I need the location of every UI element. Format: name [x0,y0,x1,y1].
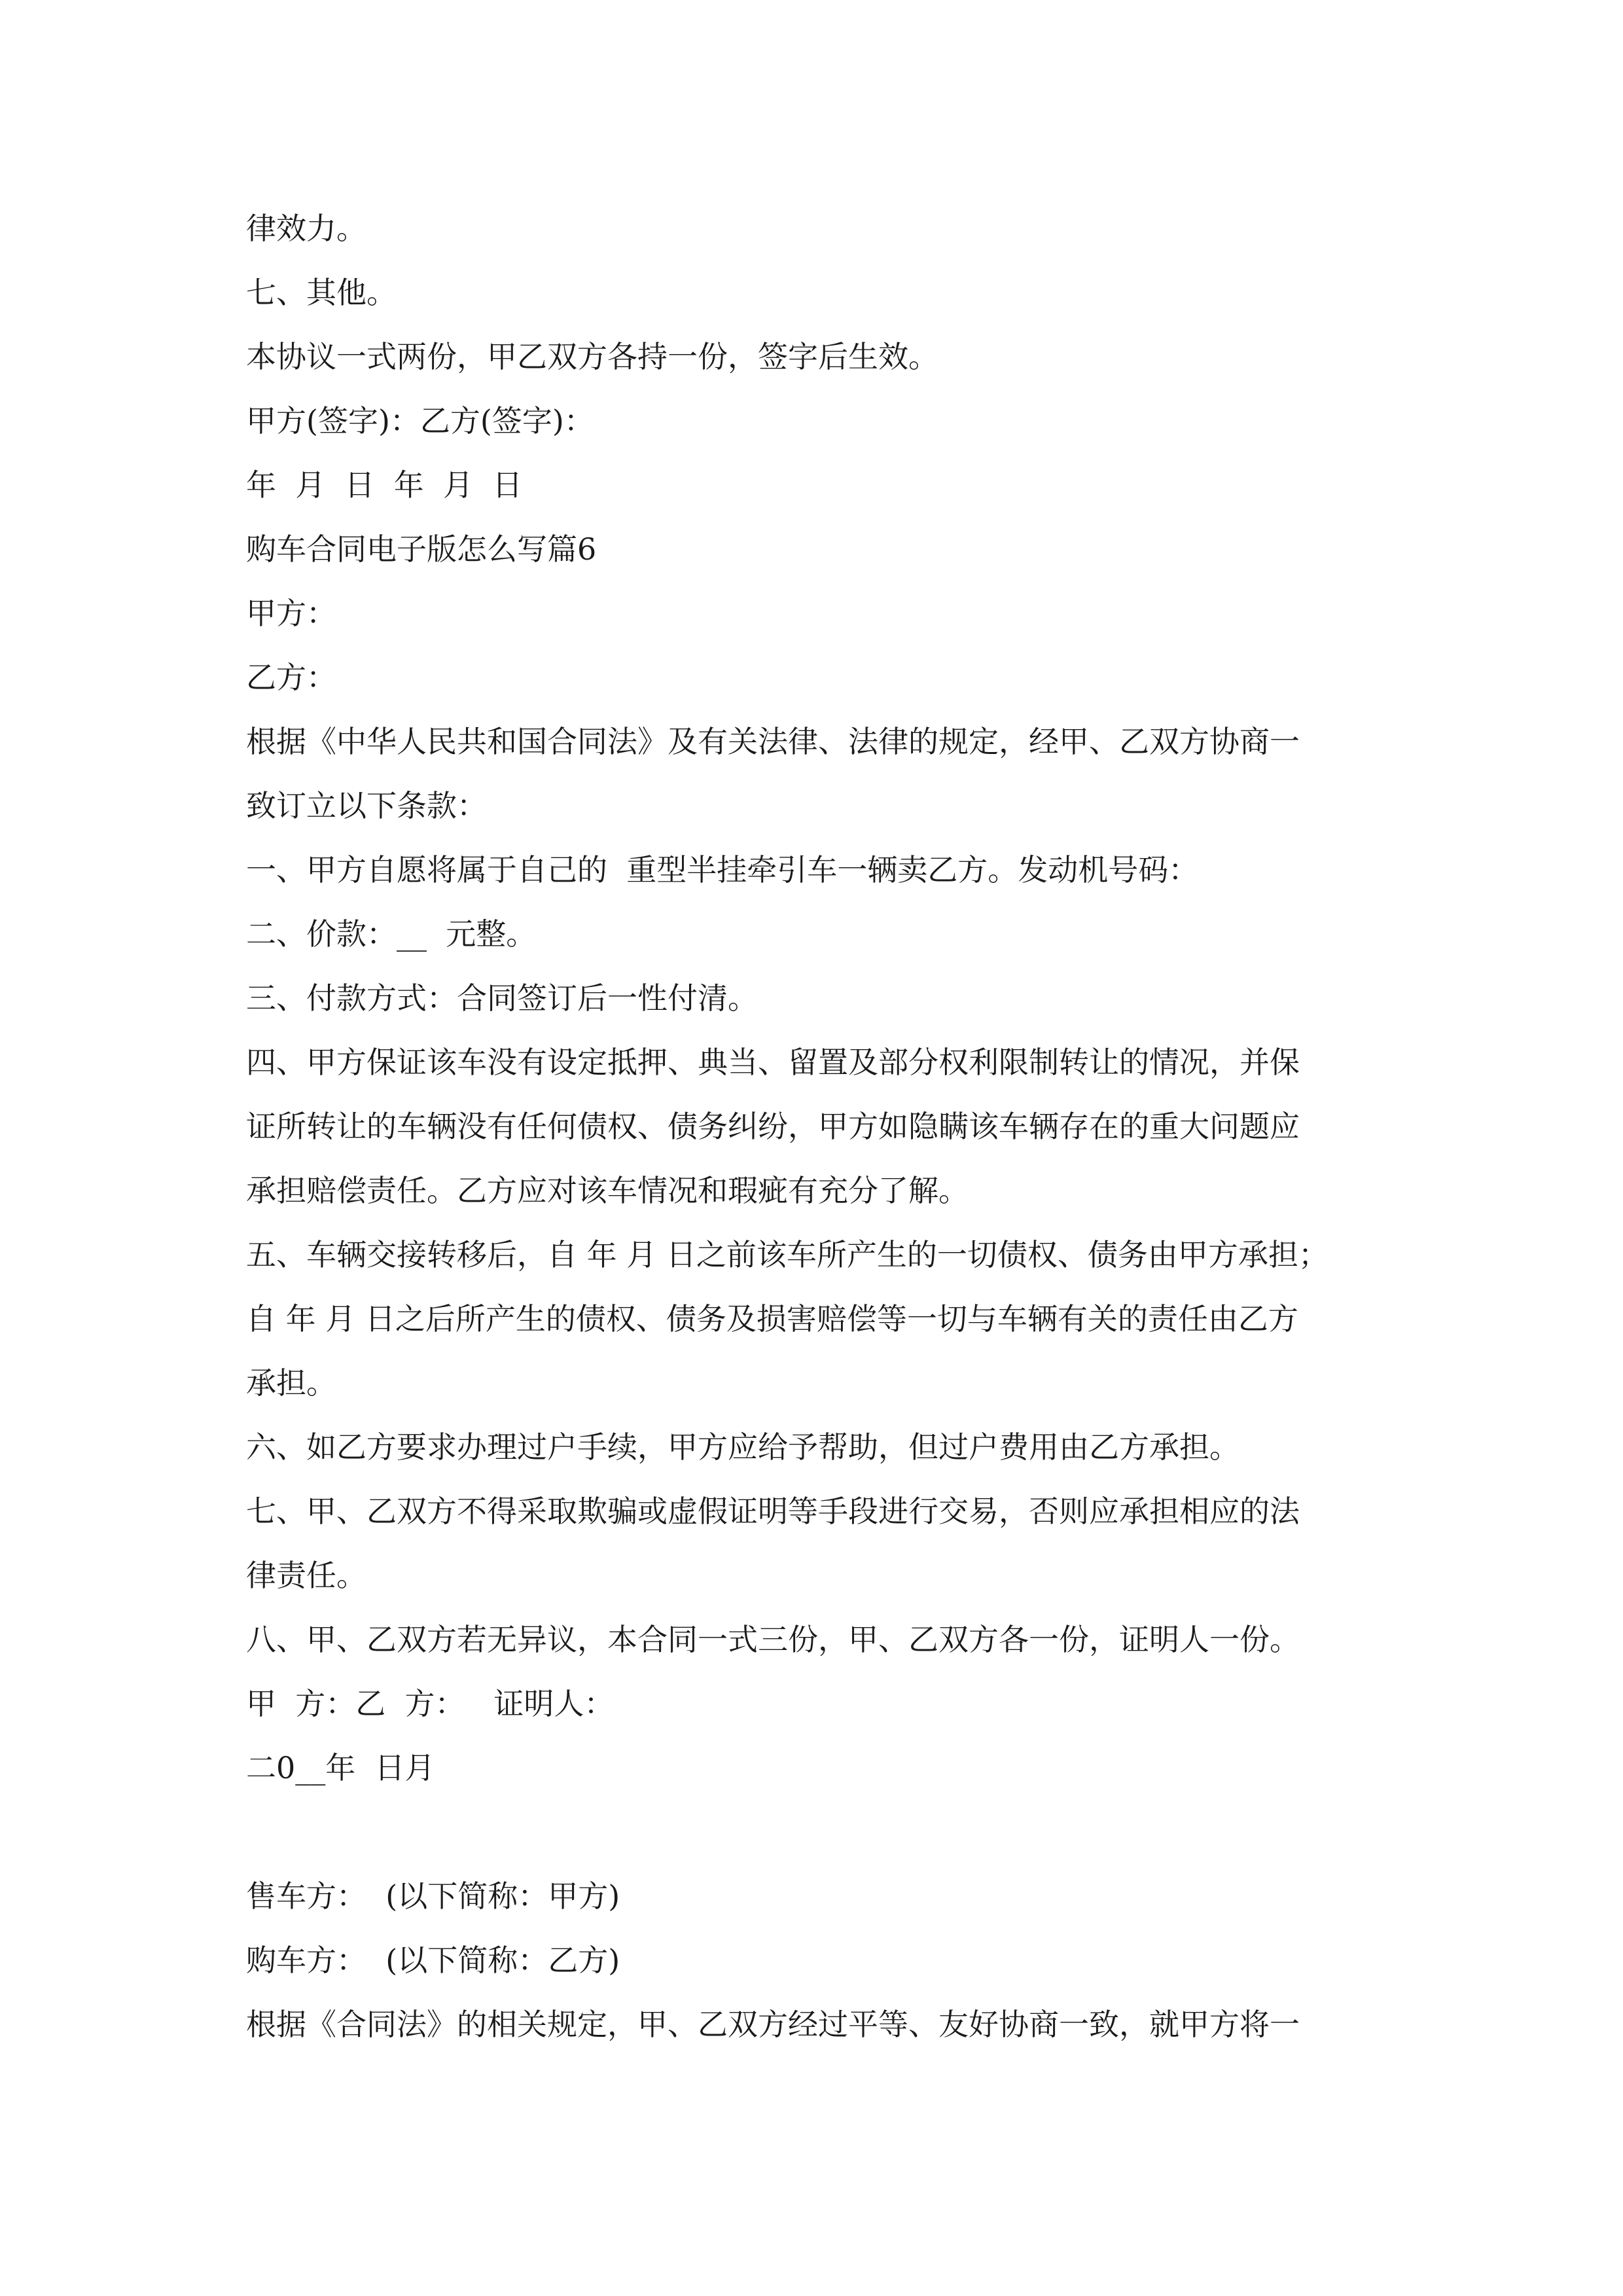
document-body [246,196,1398,2056]
text-line: 根据《中华人民共和国合同法》及有关法律、法律的规定，经甲、乙双方协商一 [246,724,1300,759]
contract-title: 购车合同电子版怎么写篇6 [246,531,597,567]
clause-line: 三、付款方式：合同签订后一性付清。 [246,980,758,1016]
seller-line: 售车方： (以下简称：甲方) [246,1878,620,1914]
clause-line: 二、价款：__ 元整。 [246,916,537,952]
clause-line: 八、甲、乙双方若无异议，本合同一式三份，甲、乙双方各一份，证明人一份。 [246,1622,1300,1657]
party-b-line: 乙方： [246,660,336,695]
clause-line: 一、甲方自愿将属于自己的 重型半挂牵引车一辆卖乙方。发动机号码： [246,852,1199,888]
text-line: 律责任。 [246,1558,366,1593]
text-line: 律效力。 [246,211,366,246]
text-line: 自 年 月 日之后所产生的债权、债务及损害赔偿等一切与车辆有关的责任由乙方 [246,1301,1298,1336]
text-line: 根据《合同法》的相关规定，甲、乙双方经过平等、友好协商一致，就甲方将一 [246,2007,1300,2042]
buyer-line: 购车方： (以下简称：乙方) [246,1943,620,1978]
text-line: 承担。 [246,1365,336,1401]
paragraph-gap [246,1800,1398,1864]
signature-line: 甲方(签字)：乙方(签字)： [246,403,594,439]
text-line: 证所转让的车辆没有任何债权、债务纠纷，甲方如隐瞒该车辆存在的重大问题应 [246,1109,1300,1144]
date-line: 年 月 日 年 月 日 [246,467,523,503]
date-line: 二0__年 日月 [246,1750,435,1785]
clause-line: 六、如乙方要求办理过户手续，甲方应给予帮助，但过户费用由乙方承担。 [246,1429,1240,1465]
party-a-line: 甲方： [246,596,336,631]
section-heading: 七、其他。 [246,275,397,310]
text-line: 致订立以下条款： [246,788,487,823]
clause-line: 七、甲、乙双方不得采取欺骗或虚假证明等手段进行交易，否则应承担相应的法 [246,1494,1300,1529]
clause-line: 四、甲方保证该车没有设定抵押、典当、留置及部分权利限制转让的情况，并保 [246,1045,1300,1080]
signature-line: 甲 方：乙 方： 证明人： [246,1686,615,1721]
text-line: 本协议一式两份，甲乙双方各持一份，签字后生效。 [246,339,938,374]
text-line: 承担赔偿责任。乙方应对该车情况和瑕疵有充分了解。 [246,1173,969,1208]
clause-line: 五、车辆交接转移后，自 年 月 日之前该车所产生的一切债权、债务由甲方承担； [246,1237,1329,1272]
